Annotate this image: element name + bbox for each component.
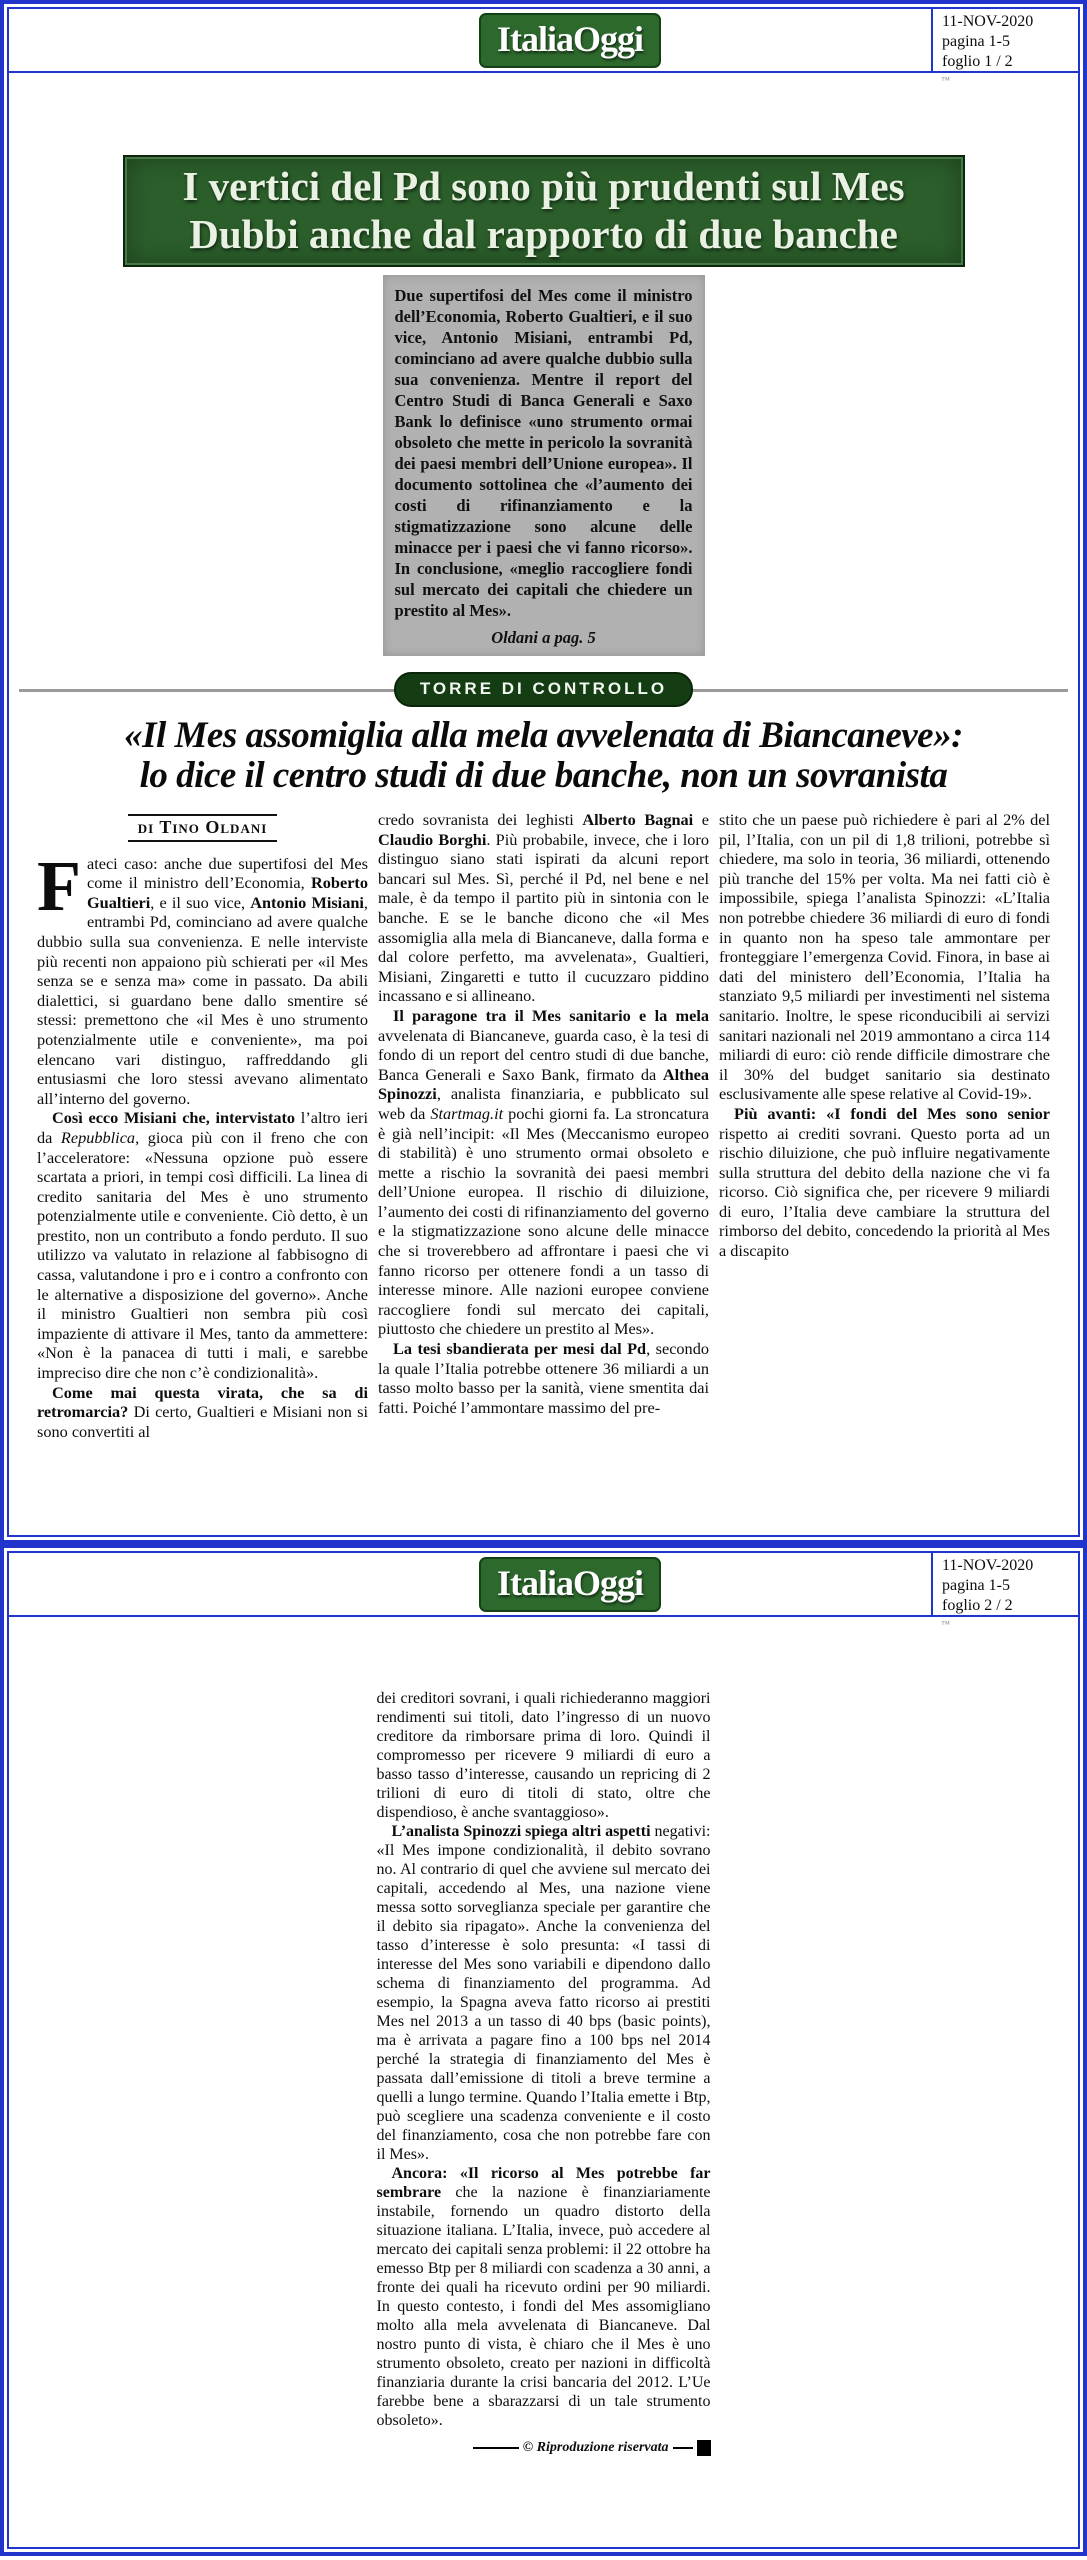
text-run: e	[693, 810, 710, 829]
masthead-area	[9, 9, 933, 71]
front-page-teaser	[383, 275, 705, 656]
date-label: 11-NOV-2020	[942, 13, 1034, 30]
sheet-1-header	[9, 9, 1078, 73]
text-run: Come mai questa virata, che sa di retromarcia?	[37, 1382, 368, 1422]
trademark-mark-2: ™	[941, 1619, 950, 1629]
paragraph	[37, 1108, 368, 1382]
text-run: Althea Spinozzi	[378, 1064, 709, 1104]
text-run: dei creditori sovrani, i quali richiederanno maggiori rendimenti sui titoli, dato l’ingresso di un nuovo creditore da rimborsare prima di loro. Quindi il compromesso per ricevere 9 miliardi di euro a basso tasso d’interesse, causando un repricing di 2 trilioni di euro di titoli di stato, oltre che dispendioso, è anche svantaggioso».	[376, 1690, 711, 1821]
paragraph	[37, 1383, 368, 1442]
column-1-text	[37, 845, 369, 1442]
article-headline	[9, 716, 1078, 796]
masthead-area-2	[9, 1553, 933, 1615]
pagina-label-2: pagina 1-5	[942, 1577, 1010, 1594]
headline-line-1: «Il Mes assomiglia alla mela avvelenata di Biancaneve»:	[124, 715, 963, 756]
paragraph	[377, 1689, 711, 1822]
paragraph	[37, 845, 368, 1109]
banner-line-2: Dubbi anche dal rapporto di due banche	[189, 211, 898, 257]
text-run: La tesi sbandierata per mesi dal Pd	[393, 1339, 647, 1359]
text-run: Alberto Bagnai	[582, 810, 694, 829]
paragraph	[377, 1822, 711, 2164]
paragraph	[719, 1104, 1050, 1261]
text-run: , e il suo vice,	[150, 892, 251, 912]
footer-rule-right	[673, 2447, 693, 2449]
paragraph	[378, 1006, 709, 1339]
article-column-continued	[377, 1689, 711, 2457]
headline-line-2: lo dice il centro studi di due banche, non un sovranista	[139, 755, 948, 796]
sheet-2-content	[9, 1617, 1078, 2547]
front-page-banner	[123, 155, 965, 267]
text-run: . Più probabile, invece, che i loro distinguo siano stati ispirati da alcuni report bancari sul Mes. Sì, perché il Pd, nel bene e nel male, è da tempo il partito più in sintonia con le banche. E se le banche dicono che «il Mes assomiglia alla mela di Biancaneve, dalla forma e dal colore perfetto, ma avvelenata», Gualtieri, Misiani, Zingaretti e tutto il cucuzzaro piddino incassano e si allineano.	[378, 829, 709, 1006]
edition-info-box-2	[933, 1553, 1078, 1615]
article-byline: di Tino Oldani	[128, 814, 278, 842]
paragraph	[377, 2164, 711, 2430]
trademark-mark: ™	[941, 75, 950, 85]
column-continued-text	[377, 1689, 711, 2430]
article-column-3	[719, 810, 1050, 1441]
text-run: Il paragone tra il Mes sanitario e la mela	[393, 1005, 709, 1025]
text-run: avvelenata di Biancaneve, guarda caso, è la tesi di fondo di un report del centro studi di due banche, Banca Generali e Saxo Bank, firmato da	[378, 1025, 709, 1084]
text-run: , analista finanziaria, e pubblicato sul web da	[378, 1084, 709, 1123]
foglio-label-2: foglio 2 / 2	[942, 1597, 1013, 1614]
column-2-text	[378, 810, 709, 1417]
paragraph	[378, 1339, 709, 1417]
text-run: , entrambi Pd, cominciano ad avere qualche dubbio sulla sua convenienza. E nelle interviste più recenti non appaiono più schierati per «il Mes senza se e senza ma» come in passato. Da abili dialettici, si guardano bene dallo smentire sé stessi: premettono che «il Mes è uno strumento potenzialmente utile e conveniente», ma poi elencano vari distinguo, raffreddando gli entusiasmi che loro stessi avevano alimentato all’interno del governo.	[37, 892, 368, 1108]
text-run: che la nazione è finanziariamente instabile, fornendo un quadro distorto della situazione italiana. L’Italia, invece, può accedere al mercato dei capitali senza problemi: il 22 ottobre ha emesso Btp per 8 miliardi con scadenza a 30 anni, a fronte dei quali ha ricevuto ordini per 90 miliardi. In questo contesto, i fondi del Mes assomigliano molto alla mela avvelenata di Biancaneve. Dal nostro punto di vista, è chiaro che il Mes è uno strumento obsoleto, creato per nazioni in difficoltà finanziaria durante la crisi bancaria del 2012. L’Ue farebbe bene a sbarazzarsi di un tale strumento obsoleto».	[376, 2184, 711, 2429]
date-label-2: 11-NOV-2020	[942, 1557, 1034, 1574]
reproduction-notice-text: © Riproduzione riservata	[522, 2440, 669, 2455]
article-column-1	[37, 810, 368, 1441]
column-3-text	[719, 810, 1050, 1261]
sheet-1-content	[9, 73, 1078, 1535]
text-run: Antonio Misiani	[250, 892, 364, 912]
sheet-1-frame	[7, 7, 1080, 1537]
text-run: rispetto ai crediti sovrani. Questo porta ad un rischio diluizione, che può influire negativamente sulla struttura del debito della nazione che vi fa ricorso. Ciò significa che, per ricevere 9 miliardi di euro, l’Italia deve cambiare la struttura del rimborso del debito, concedendo la priorità al Mes a discapito	[719, 1123, 1050, 1261]
paragraph	[378, 810, 709, 1006]
article-columns	[37, 810, 1050, 1441]
paragraph	[395, 285, 693, 621]
text-run: stito che un paese può richiedere è pari al 2% del pil, l’Italia, con un pil di 1,8 trilioni, potrebbe sì chiedere, ma solo in teoria, 36 miliardi, ottenendo più tranche del 15% per volta. Ma nei fatti ciò è impossibile, spiega l’analista Spinozzi: «L’Italia non potrebbe chiedere 36 miliardi di euro di fondi in quanto non ha speso tale ammontare per fronteggiare l’emergenza Covid. Finora, in base ai dati del ministero dell’Economia, l’Italia ha stanziato 9,5 miliardi per investimenti nel sistema sanitario. Inoltre, le spese riconducibili ai servizi sanitari nazionali nel 2019 ammontano a circa 114 miliardi di euro: ciò rende difficile dimostrare che il 30% del budget sanitario sia destinato esclusivamente alle spese relative al Covid-19».	[719, 810, 1050, 1104]
pagina-label: pagina 1-5	[942, 33, 1010, 50]
section-kicker-row	[9, 672, 1078, 706]
text-run: , gioca più con il freno che con l’acceleratore: «Nessuna opzione può essere scartata a priori, in tempi così difficili. La linea di credito sanitaria del Mes è uno strumento potenzialmente utile e conveniente. Ciò detto, è un prestito, non un contributo a fondo perduto. Il suo utilizzo va valutato in relazione al fabbisogno di cassa, valutandone i pro e i contro a confronto con le alternative a disposizione del governo». Anche il ministro Gualtieri non sembra più così impaziente di attivare il Mes, tanto da ammettere: «Non è la panacea di tutti i mali, e sarebbe impreciso dire che non c’è condizionalità».	[37, 1127, 369, 1383]
edition-info-box	[933, 9, 1078, 71]
sheet-2	[0, 1544, 1087, 2556]
foglio-label: foglio 1 / 2	[942, 53, 1013, 70]
text-run: , secondo la quale l’Italia potrebbe ottenere 36 miliardi a un tasso molto basso per la sanità, viene smentita dai fatti. Poiché l’ammontare massimo del pre-	[378, 1339, 709, 1417]
text-run: Ancora: «Il ricorso al Mes potrebbe far sembrare	[376, 2165, 711, 2201]
article-column-2	[378, 810, 709, 1441]
text-run: Startmag.it	[430, 1103, 504, 1123]
text-run: Roberto Gualtieri	[86, 873, 368, 912]
text-run: Di certo, Gualtieri e Misiani non si sono convertiti al	[37, 1402, 368, 1441]
text-run: ateci caso: anche due supertifosi del Mes come il ministro dell’Economia,	[86, 853, 368, 893]
sheet-2-header	[9, 1553, 1078, 1617]
text-run: pochi giorni fa. La stroncatura è già nell’incipit: «Il Mes (Meccanismo europeo di stabilità) è uno strumento ormai obsoleto e mette a rischio la sovranità dei paesi membri dell’Unione europea. Il rischio di diluizione, l’aumento dei costi di rifinanziamento del governo e la stigmatizzazione sono alcune delle minacce che si troverebbero ad affrontare i paesi che vi fanno ricorso per ottenere fondi a un tasso di interesse minore. Alle nazioni europee conviene raccogliere fondi sul mercato dei capitali, piuttosto che chiedere un prestito al Mes».	[378, 1103, 709, 1339]
footer-rule-left	[473, 2447, 519, 2449]
text-run: L’analista Spinozzi spiega altri aspetti	[391, 1823, 651, 1840]
sheet-2-frame	[7, 1551, 1080, 2549]
banner-line-1: I vertici del Pd sono più prudenti sul Mes	[182, 163, 905, 209]
italiaoggi-logo-2: ItaliaOggi	[479, 1557, 661, 1612]
text-run: Claudio Borghi	[378, 829, 487, 849]
reproduction-notice	[377, 2438, 711, 2457]
text-run: Repubblica	[60, 1127, 136, 1147]
paragraph	[719, 810, 1050, 1104]
end-of-article-square	[697, 2440, 711, 2456]
drop-cap: F	[37, 845, 81, 926]
italiaoggi-logo: ItaliaOggi	[479, 13, 661, 68]
text-run: negativi: «Il Mes impone condizionalità, il debito sovrano no. Al contrario di quel che avviene sul mercato dei capitali, accedendo al Mes, una nazione viene messa sotto sorveglianza speciale per garantire che il debito sia ripagato». Anche la convenienza del tasso d’interesse è solo presunta: «I tassi di interesse del Mes sono variabili e dipendono dallo schema di finanziamento del programma. Ad esempio, la Spagna aveva fatto ricorso ai prestiti Mes nel 2013 a un tasso di 40 bps (basic points), ma è arrivata a pagare fino a 100 bps nel 2014 perché la strategia di finanziamento del Mes è passata dall’emissione di titoli a breve termine a quelli a lungo termine. Quando l’Italia emette i Btp, può scegliere una scadenza conveniente e il costo del finanziamento, cosa che non potrebbe fare con il Mes».	[376, 1823, 711, 2163]
section-kicker-torre-di-controllo: TORRE DI CONTROLLO	[394, 672, 693, 707]
teaser-signature: Oldani a pag. 5	[491, 628, 596, 647]
text-run: l’altro ieri da	[37, 1108, 368, 1147]
teaser-text	[395, 285, 693, 621]
text-run: Due supertifosi del Mes come il ministro dell’Economia, Roberto Gualtieri, e il suo vice, Antonio Misiani, entrambi Pd, cominciano ad avere qualche dubbio sulla sua convenienza. Mentre il report del Centro Studi di Banca Generali e Saxo Bank lo definisce «uno strumento ormai obsoleto che mette in pericolo la sovranità dei paesi membri dell’Unione europea». Il documento sottolinea che «l’aumento dei costi di rifinanziamento e la stigmatizzazione sono alcune delle minacce per i paesi che vi fanno ricorso». In conclusione, «meglio raccogliere fondi sul mercato dei capitali che chiedere un prestito al Mes».	[394, 286, 693, 620]
text-run: Più avanti: «I fondi del Mes sono senior	[734, 1103, 1050, 1123]
text-run: credo sovranista dei leghisti	[378, 810, 583, 829]
text-run: Così ecco Misiani che, intervistato	[52, 1108, 296, 1128]
